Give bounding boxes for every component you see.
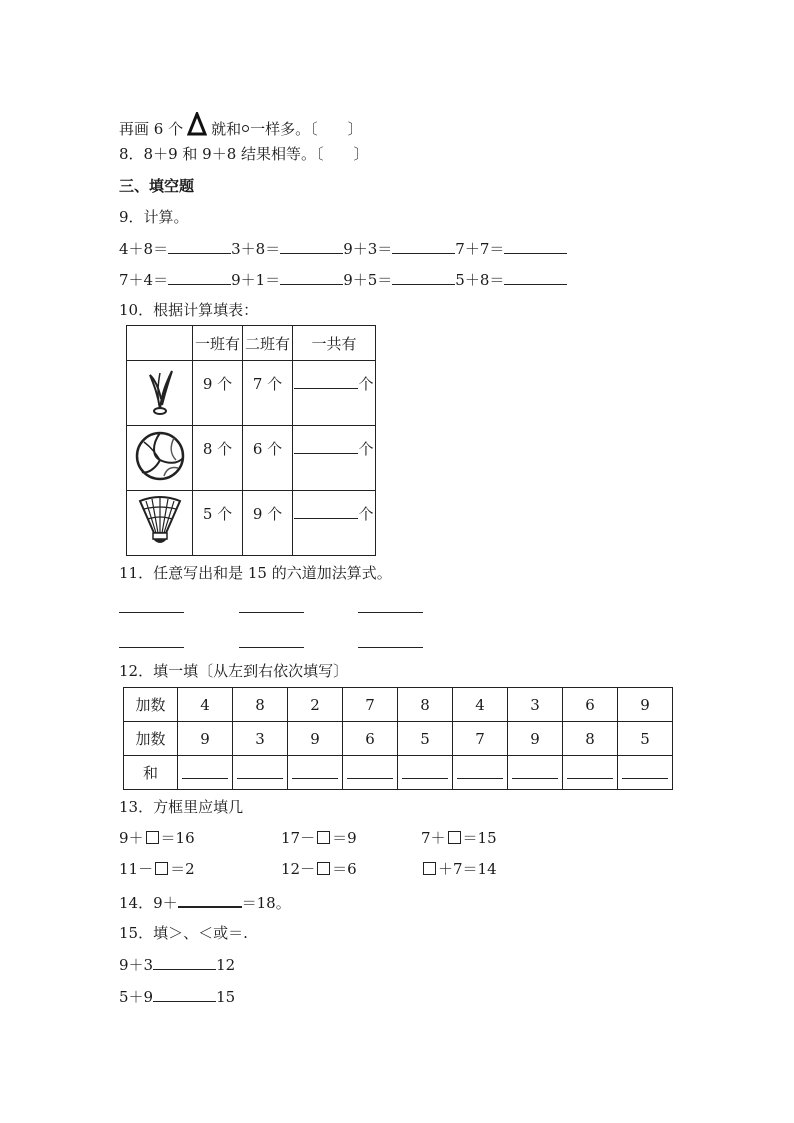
answer-blank[interactable] [119,647,184,648]
q13-item [119,828,195,848]
answer-box[interactable] [317,831,330,844]
addend-cell: 8 [233,688,288,722]
total-cell [293,491,376,556]
total-cell [293,361,376,426]
answer-blank[interactable] [358,612,423,613]
sum-cell[interactable] [563,756,618,790]
q9-title: 9．计算。 [119,208,189,226]
volleyball-icon [134,430,186,482]
answer-box[interactable] [146,831,159,844]
q9-row2 [119,269,567,290]
q13-post: ＝2 [170,860,195,878]
q13-pre: 9＋ [119,829,144,847]
answer-box[interactable] [317,862,330,875]
q9-row1 [119,238,567,259]
triangle-icon [187,112,207,136]
q7-statement [119,112,363,139]
q15-left: 9＋3 [119,956,154,974]
answer-blank[interactable] [512,762,558,779]
answer-blank[interactable] [153,986,216,1002]
answer-blank[interactable] [239,612,304,613]
q9-item: 5＋8＝ [455,271,505,289]
q15-item [119,954,235,975]
addend-cell: 9 [178,722,233,756]
class1-count: 8 个 [193,426,243,491]
q10-title: 10．根据计算填表： [119,301,259,319]
answer-blank[interactable] [280,269,343,285]
q13-post: ＝16 [160,829,195,847]
class2-count: 9 个 [243,491,293,556]
q7-text-post: 就和 [211,120,242,138]
unit: 个 [358,375,374,393]
answer-box[interactable] [448,831,461,844]
sum-cell[interactable] [398,756,453,790]
addend-cell: 9 [288,722,343,756]
addend-cell: 9 [508,722,563,756]
sum-cell[interactable] [288,756,343,790]
icon-cell [127,426,193,491]
class1-count: 5 个 [193,491,243,556]
q13-item [281,828,357,848]
answer-blank[interactable] [457,762,503,779]
icon-cell [127,361,193,426]
sum-cell[interactable] [508,756,563,790]
q9-item: 3＋8＝ [231,240,281,258]
q14-pre: 14．9＋ [119,894,178,912]
shuttlecock-feather-icon [140,365,180,417]
q14-post: ＝18。 [241,894,291,912]
answer-blank[interactable] [567,762,613,779]
answer-blank[interactable] [504,269,567,285]
q13-item [421,859,497,879]
section-title: 三、填空题 [119,177,195,195]
total-cell [293,426,376,491]
addend-cell: 8 [563,722,618,756]
unit: 个 [358,440,374,458]
header-cell: 二班有 [243,326,293,361]
addend-cell: 3 [233,722,288,756]
q9-item: 7＋7＝ [455,240,505,258]
answer-blank[interactable] [292,762,338,779]
sum-cell[interactable] [178,756,233,790]
answer-blank[interactable] [178,891,242,908]
unit: 个 [358,505,374,523]
addend-cell: 9 [618,688,673,722]
q13-item [281,859,357,879]
addend-cell: 3 [508,688,563,722]
answer-blank[interactable] [153,954,216,970]
answer-blank[interactable] [168,238,231,254]
class1-count: 9 个 [193,361,243,426]
q7-text-post2: 一样多。 [250,120,311,138]
q13-post: ＋7＝14 [438,860,497,878]
q9-item: 9＋5＝ [343,271,393,289]
sum-cell[interactable] [343,756,398,790]
answer-box[interactable] [423,862,436,875]
header-cell-empty [127,326,193,361]
q15-right: 12 [216,956,236,974]
q9-item: 9＋3＝ [343,240,393,258]
addend-cell: 4 [178,688,233,722]
q12-title: 12．填一填〔从左到右依次填写〕 [119,662,349,680]
answer-blank[interactable] [280,238,343,254]
q15-left: 5＋9 [119,988,154,1006]
answer-blank[interactable] [402,762,448,779]
q12-table [123,687,673,790]
addend-cell: 6 [563,688,618,722]
answer-blank[interactable] [392,238,455,254]
q13-item [421,828,497,848]
q8-answer-paren[interactable]: 〔 〕 [316,145,369,163]
row-label: 加数 [124,722,178,756]
answer-blank[interactable] [237,762,283,779]
q8-text: 8．8＋9 和 9＋8 结果相等。 [119,145,317,163]
row-label: 加数 [124,688,178,722]
q13-title: 13．方框里应填几 [119,798,244,816]
circle-icon [242,125,249,132]
addend-cell: 8 [398,688,453,722]
answer-blank[interactable] [239,647,304,648]
sum-cell[interactable] [618,756,673,790]
q13-pre: 7＋ [421,829,446,847]
addend-cell: 6 [343,722,398,756]
answer-blank[interactable] [622,762,668,779]
q13-pre: 11－ [119,860,154,878]
q13-post: ＝9 [332,829,357,847]
q9-item: 4＋8＝ [119,240,169,258]
addend-cell: 5 [398,722,453,756]
q9-item: 9＋1＝ [231,271,281,289]
addend-cell: 4 [453,688,508,722]
q14-statement [119,891,291,913]
q7-text-pre: 再画 6 个 [119,120,184,138]
class2-count: 6 个 [243,426,293,491]
sum-cell[interactable] [453,756,508,790]
q9-item: 7＋4＝ [119,271,169,289]
answer-blank[interactable] [168,269,231,285]
q8-statement [119,144,369,164]
answer-blank[interactable] [182,762,228,779]
answer-blank[interactable] [294,439,358,454]
addend-cell: 7 [343,688,398,722]
addend-cell: 7 [453,722,508,756]
row-label: 和 [124,756,178,790]
q15-item [119,986,235,1007]
q11-title: 11．任意写出和是 15 的六道加法算式。 [119,564,392,582]
answer-blank[interactable] [347,762,393,779]
answer-blank[interactable] [392,269,455,285]
badminton-shuttlecock-icon [136,493,184,549]
q13-item [119,859,195,879]
answer-blank[interactable] [294,374,358,389]
q15-title: 15．填＞、＜或＝. [119,924,248,942]
q13-pre: 12－ [281,860,316,878]
addend-cell: 5 [618,722,673,756]
header-cell: 一共有 [293,326,376,361]
answer-box[interactable] [155,862,168,875]
icon-cell [127,491,193,556]
q15-right: 15 [216,988,236,1006]
answer-blank[interactable] [504,238,567,254]
q13-post: ＝15 [462,829,497,847]
addend-cell: 2 [288,688,343,722]
answer-blank[interactable] [119,612,184,613]
class2-count: 7 个 [243,361,293,426]
q13-post: ＝6 [332,860,357,878]
answer-blank[interactable] [294,504,358,519]
q10-table [126,325,376,556]
header-cell: 一班有 [193,326,243,361]
sum-cell[interactable] [233,756,288,790]
q13-pre: 17－ [281,829,316,847]
q7-answer-paren[interactable]: 〔 〕 [310,120,363,138]
answer-blank[interactable] [358,647,423,648]
